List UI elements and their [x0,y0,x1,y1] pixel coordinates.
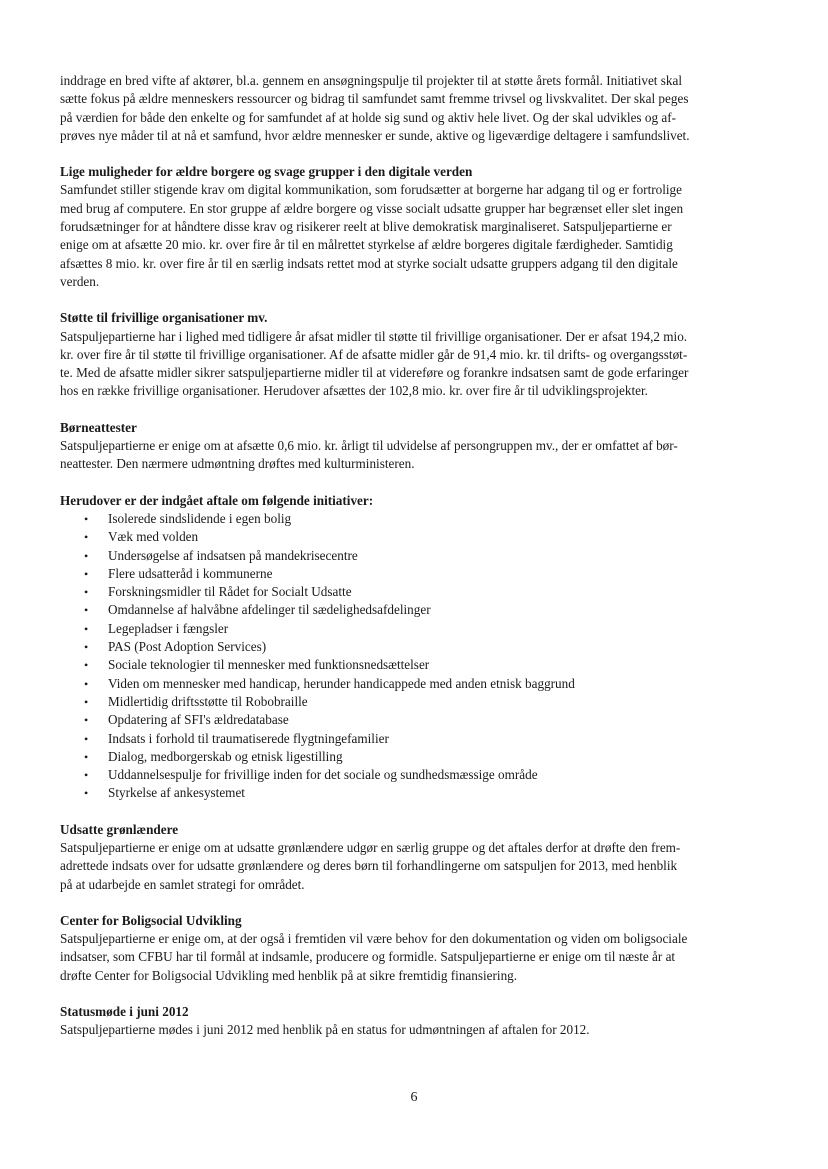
bullet-icon: • [84,694,89,709]
text-line: te. Med de afsatte midler sikrer satspuljepartierne midler til at videreføre og forankre indsatsen samt de gode erfaringer [60,365,689,381]
list-item [84,730,772,748]
list-item [84,656,772,674]
section-heading: Statusmøde i juni 2012 [60,1004,189,1020]
bullet-icon: • [84,768,89,783]
intro-paragraph [60,72,772,145]
bullet-icon: • [84,566,89,581]
initiatives-list [60,510,772,803]
section-digital-world [60,163,772,291]
bullet-icon: • [84,676,89,691]
list-item [84,547,772,565]
list-item [84,748,772,766]
list-item-text: Viden om mennesker med handicap, herunder handicappede med anden etnisk baggrund [108,675,575,691]
bullet-icon: • [84,640,89,655]
text-line: inddrage en bred vifte af aktører, bl.a. gennem en ansøgningspulje til projekter til at støtte årets formål. Initiativet skal [60,73,683,88]
bullet-icon: • [84,603,89,618]
list-item-text: Styrkelse af ankesystemet [108,785,245,801]
list-item [84,601,772,619]
section-heading: Herudover er der indgået aftale om følgende initiativer: [60,492,374,508]
section-housing-center [60,912,772,985]
list-item-text: Væk med volden [108,529,199,545]
list-item-text: Legepladser i fængsler [108,620,229,636]
list-item-text: Sociale teknologier til mennesker med funktionsnedsættelser [108,657,430,673]
page-number: 6 [410,1090,418,1105]
section-heading: Børneattester [60,419,137,435]
section-heading: Center for Boligsocial Udvikling [60,912,242,928]
text-line: forudsætninger for at håndtere disse krav og risikerer reelt at blive demokratisk marginaliseret. Satspuljepartierne er [60,219,672,235]
text-line: Samfundet stiller stigende krav om digital kommunikation, som forudsætter at borgerne har adgang til og er fortrolige [60,182,682,198]
text-line: kr. over fire år til støtte til frivillige organisationer. Af de afsatte midler går de 91,4 mio. kr. til drifts- og overgangsstøt- [60,346,688,362]
section-volunteer-organisations [60,309,772,400]
text-line: Satspuljepartierne er enige om at afsætte 0,6 mio. kr. årligt til udvidelse af persongruppen mv., der er omfattet af bør- [60,438,678,454]
text-line: Satspuljepartierne har i lighed med tidligere år afsat midler til støtte til frivillige organisationer. Der er afsat 194,2 mio. [60,328,688,344]
section-greenlanders [60,821,772,894]
text-line: indsatser, som CFBU har til formål at indsamle, producere og formidle. Satspuljepartierne er enige om til næste år at [60,949,676,965]
text-line: afsættes 8 mio. kr. over fire år til en særlig indsats rettet mod at styrke socialt udsatte gruppers adgang til den digitale [60,255,678,271]
bullet-icon: • [84,585,89,600]
section-initiatives [60,492,772,803]
list-item [84,620,772,638]
text-line: neattester. Den nærmere udmøntning drøftes med kulturministeren. [60,456,415,472]
text-line: enige om at afsætte 20 mio. kr. over fire år til en målrettet styrkelse af ældre borgeres digitale færdigheder. Samtidig [60,237,673,253]
list-item [84,711,772,729]
section-heading: Udsatte grønlændere [60,821,179,837]
list-item-text: Midlertidig driftsstøtte til Robobraille [108,693,308,709]
section-child-certificates [60,419,772,474]
text-line: Satspuljepartierne mødes i juni 2012 med henblik på en status for udmøntningen af aftalen for 2012. [60,1022,590,1038]
list-item-text: Isolerede sindslidende i egen bolig [108,510,292,526]
text-line: adrettede indsats over for udsatte grønlændere og deres børn til forhandlingerne om satspuljen for 2013, med henblik [60,858,678,874]
bullet-icon: • [84,621,89,636]
text-line: verden. [60,273,100,289]
list-item [84,565,772,583]
text-line: prøves nye måder til at nå et samfund, hvor ældre mennesker er sunde, aktive og ligeværdige deltagere i samfundslivet. [60,127,690,143]
list-item [84,693,772,711]
section-status-meeting [60,1003,772,1040]
text-line: på værdien for både den enkelte og for samfundet af at holde sig sund og aktiv hele livet. Og der skal udvikles og af- [60,109,676,125]
bullet-icon: • [84,548,89,563]
list-item [84,766,772,784]
list-item-text: Opdatering af SFI's ældredatabase [108,712,289,728]
list-item [84,675,772,693]
list-item [84,784,772,802]
bullet-icon: • [84,731,89,746]
text-line: Satspuljepartierne er enige om, at der også i fremtiden vil være behov for den dokumentation og viden om boligsociale [60,931,688,947]
text-line: drøfte Center for Boligsocial Udvikling med henblik på at sikre fremtidig finansiering. [60,967,518,983]
list-item [84,638,772,656]
bullet-icon: • [84,658,89,673]
list-item-text: Forskningsmidler til Rådet for Socialt Udsatte [108,584,352,600]
text-line: med brug af computere. En stor gruppe af ældre borgere og visse socialt udsatte grupper har begrænset eller slet ingen [60,200,684,216]
list-item-text: Omdannelse af halvåbne afdelinger til sædelighedsafdelinger [108,602,431,618]
section-heading: Støtte til frivillige organisationer mv. [60,310,268,326]
text-line: på at udarbejde en samlet strategi for området. [60,876,305,892]
bullet-icon: • [84,511,89,526]
bullet-icon: • [84,749,89,764]
bullet-icon: • [84,786,89,801]
text-line: hos en række frivillige organisationer. Herudover afsættes der 102,8 mio. kr. over fire år til udviklingsprojekter. [60,383,648,399]
list-item-text: Flere udsatteråd i kommunerne [108,565,273,581]
list-item [84,528,772,546]
list-item-text: PAS (Post Adoption Services) [108,639,267,655]
section-heading: Lige muligheder for ældre borgere og svage grupper i den digitale verden [60,164,473,180]
list-item-text: Dialog, medborgerskab og etnisk ligestilling [108,748,343,764]
text-line: Satspuljepartierne er enige om at udsatte grønlændere udgør en særlig gruppe og det aftales derfor at drøfte den frem- [60,839,681,855]
page-content [60,72,772,1040]
list-item-text: Uddannelsespulje for frivillige inden for det sociale og sundhedsmæssige område [108,767,538,783]
text-line: sætte fokus på ældre menneskers ressourcer og bidrag til samfundet samt fremme trivsel og livskvalitet. Der skal peges [60,91,689,107]
list-item-text: Undersøgelse af indsatsen på mandekrisecentre [108,547,358,563]
list-item [84,583,772,601]
list-item [84,510,772,528]
bullet-icon: • [84,713,89,728]
bullet-icon: • [84,530,89,545]
list-item-text: Indsats i forhold til traumatiserede flygtningefamilier [108,730,389,746]
